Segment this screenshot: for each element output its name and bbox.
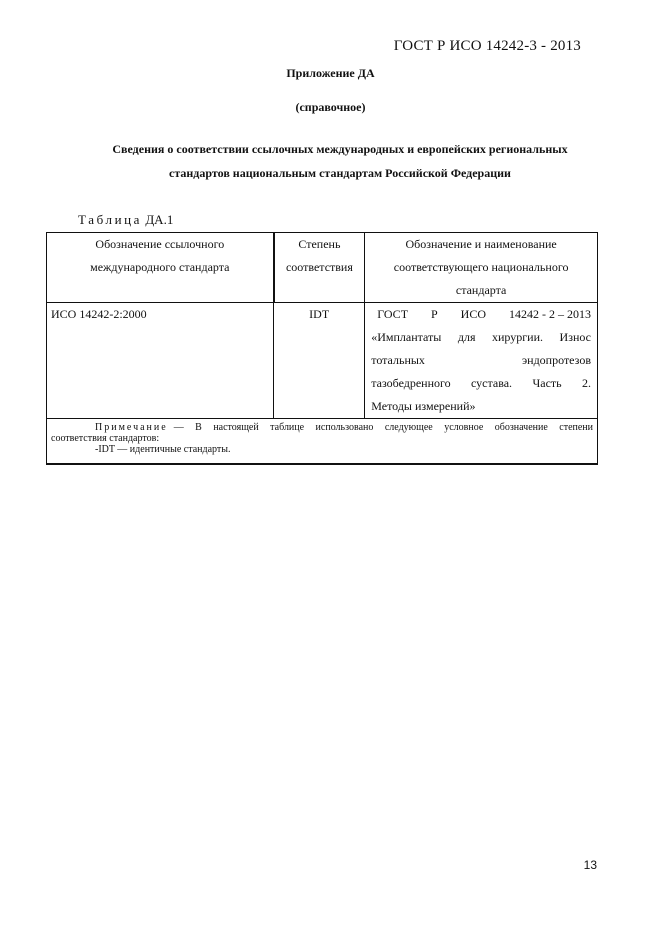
national-line2 bbox=[371, 326, 591, 349]
cell-national bbox=[365, 303, 598, 419]
national-word: тазобедренного bbox=[371, 376, 451, 390]
table-row bbox=[47, 303, 598, 419]
header-col1-line1: Обозначение ссылочного bbox=[95, 237, 225, 251]
header-col3-line3: стандарта bbox=[455, 283, 507, 297]
national-word: ИСО bbox=[460, 307, 486, 321]
national-word: хирургии. bbox=[492, 330, 544, 344]
annex-heading bbox=[60, 137, 620, 185]
header-degree bbox=[274, 233, 365, 303]
document-code-header: ГОСТ Р ИСО 14242-3 - 2013 bbox=[393, 38, 581, 54]
national-word: для bbox=[457, 330, 476, 344]
table-caption-word: Таблица bbox=[78, 212, 143, 227]
national-word: Часть bbox=[532, 376, 562, 390]
header-col2-line2: соответствия bbox=[285, 260, 353, 274]
national-word: эндопротезов bbox=[522, 353, 591, 367]
table-header-row bbox=[47, 233, 598, 303]
header-col1-line2: международного стандарта bbox=[90, 260, 230, 274]
table-caption bbox=[78, 212, 173, 228]
annex-subtitle: (справочное) bbox=[295, 100, 366, 114]
header-col3-line1: Обозначение и наименование bbox=[405, 237, 557, 251]
national-word: 2. bbox=[581, 376, 591, 390]
table-note bbox=[47, 419, 598, 465]
national-line1 bbox=[371, 303, 591, 326]
national-word: Износ bbox=[559, 330, 591, 344]
national-line3 bbox=[371, 349, 591, 372]
table-caption-id: ДА.1 bbox=[145, 212, 174, 227]
cell-degree: IDT bbox=[274, 303, 365, 419]
annex-heading-line2: стандартов национальным стандартам Российской Федерации bbox=[169, 166, 511, 180]
national-line4 bbox=[371, 372, 591, 395]
header-col2-line1: Степень bbox=[298, 237, 341, 251]
page-number: 13 bbox=[583, 858, 597, 872]
national-line5: Методы измерений» bbox=[371, 399, 476, 413]
note-line1 bbox=[51, 422, 593, 433]
note-label: Примечание bbox=[95, 422, 168, 433]
annex-title: Приложение ДА bbox=[286, 66, 375, 80]
header-reference-standard bbox=[47, 233, 274, 303]
note-line3: -IDT — идентичные стандарты. bbox=[95, 444, 231, 455]
national-word: Р bbox=[431, 307, 438, 321]
national-word: ГОСТ bbox=[377, 307, 409, 321]
national-word: «Имплантаты bbox=[371, 330, 442, 344]
cell-reference: ИСО 14242-2:2000 bbox=[47, 303, 274, 419]
correspondence-table bbox=[46, 232, 598, 465]
note-line2: соответствия стандартов: bbox=[51, 433, 160, 444]
header-national-standard bbox=[365, 233, 598, 303]
national-word: сустава. bbox=[471, 376, 513, 390]
annex-heading-line1: Сведения о соответствии ссылочных международных и европейских региональных bbox=[112, 142, 568, 156]
table-note-row bbox=[47, 419, 598, 465]
national-word: тотальных bbox=[371, 353, 425, 367]
national-word: 14242 - 2 – 2013 bbox=[508, 307, 591, 321]
header-col3-line2: соответствующего национального bbox=[393, 260, 569, 274]
note-text-a: — В настоящей таблице использовано следующее условное обозначение степени bbox=[173, 422, 593, 433]
